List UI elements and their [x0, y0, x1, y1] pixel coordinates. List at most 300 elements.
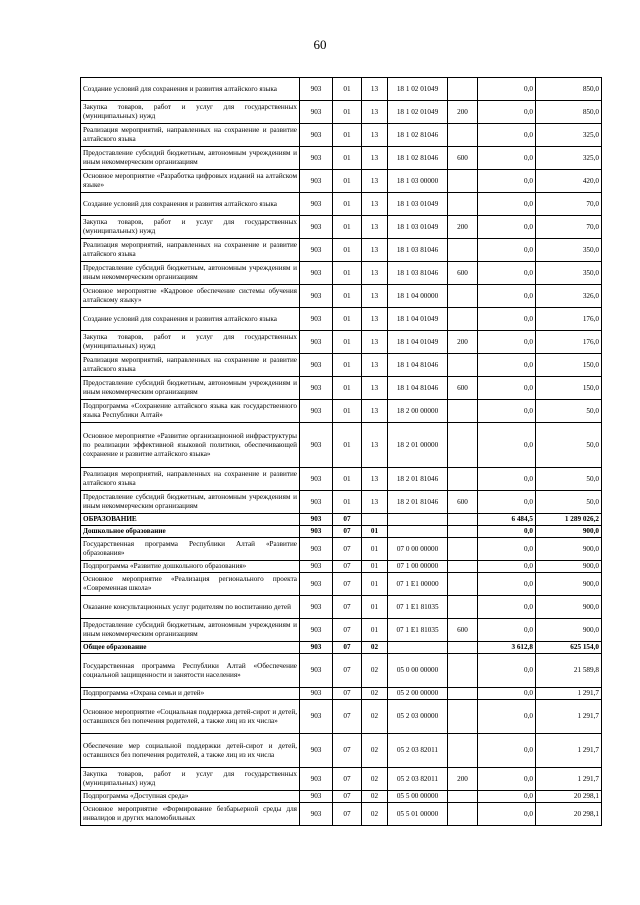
table-body [81, 78, 602, 826]
amount-2-cell: 900,0 [536, 619, 602, 642]
amount-1-cell: 0,0 [478, 239, 536, 262]
expense-type-cell [448, 285, 478, 308]
subsection-code-cell: 13 [362, 262, 388, 285]
amount-1-cell: 0,0 [478, 803, 536, 826]
amount-2-cell: 1 291,7 [536, 768, 602, 791]
amount-1-cell: 0,0 [478, 491, 536, 514]
expense-type-cell [448, 688, 478, 700]
amount-1-cell: 0,0 [478, 768, 536, 791]
table-row [81, 803, 602, 826]
item-name-cell: Обеспечение мер социальной поддержки детей-сирот и детей, оставшихся без попечения родителей, а также лиц из их числа [81, 734, 300, 768]
table-row [81, 170, 602, 193]
table-row [81, 688, 602, 700]
target-article-cell: 18 1 03 81046 [388, 262, 448, 285]
amount-2-cell: 70,0 [536, 216, 602, 239]
target-article-cell: 18 1 04 00000 [388, 285, 448, 308]
page-number: 60 [313, 37, 327, 52]
department-code-cell: 903 [300, 700, 333, 734]
amount-1-cell: 0,0 [478, 170, 536, 193]
section-code-cell: 01 [333, 193, 362, 216]
expense-type-cell [448, 573, 478, 596]
section-code-cell: 01 [333, 124, 362, 147]
target-article-cell: 18 1 04 01049 [388, 331, 448, 354]
target-article-cell: 18 1 03 81046 [388, 239, 448, 262]
amount-1-cell: 0,0 [478, 423, 536, 468]
expense-type-cell [448, 734, 478, 768]
section-code-cell: 01 [333, 262, 362, 285]
target-article-cell: 18 1 04 81046 [388, 377, 448, 400]
department-code-cell: 903 [300, 170, 333, 193]
subsection-code-cell: 13 [362, 147, 388, 170]
section-code-cell: 01 [333, 491, 362, 514]
target-article-cell: 18 1 03 01049 [388, 193, 448, 216]
table-row [81, 193, 602, 216]
item-name-cell: Подпрограмма «Сохранение алтайского языка как государственного языка Республики Алтай» [81, 400, 300, 423]
subsection-code-cell: 13 [362, 354, 388, 377]
amount-2-cell: 1 291,7 [536, 734, 602, 768]
subsection-code-cell: 02 [362, 642, 388, 654]
amount-1-cell: 0,0 [478, 216, 536, 239]
table-row [81, 491, 602, 514]
subsection-code-cell: 13 [362, 468, 388, 491]
amount-2-cell: 176,0 [536, 331, 602, 354]
section-code-cell: 07 [333, 734, 362, 768]
item-name-cell: Создание условий для сохранения и развития алтайского языка [81, 308, 300, 331]
department-code-cell: 903 [300, 791, 333, 803]
table-row [81, 423, 602, 468]
amount-1-cell: 0,0 [478, 354, 536, 377]
amount-2-cell: 350,0 [536, 239, 602, 262]
expense-type-cell [448, 700, 478, 734]
subsection-code-cell: 02 [362, 791, 388, 803]
expense-type-cell: 200 [448, 101, 478, 124]
section-code-cell: 01 [333, 239, 362, 262]
amount-2-cell: 625 154,0 [536, 642, 602, 654]
subsection-code-cell: 13 [362, 377, 388, 400]
table-row [81, 147, 602, 170]
item-name-cell: Основное мероприятие «Социальная поддержка детей-сирот и детей, оставшихся без попечения родителей, а также лиц из их числа» [81, 700, 300, 734]
item-name-cell: Создание условий для сохранения и развития алтайского языка [81, 193, 300, 216]
amount-1-cell: 0,0 [478, 78, 536, 101]
section-code-cell: 01 [333, 468, 362, 491]
amount-1-cell: 0,0 [478, 573, 536, 596]
department-code-cell: 903 [300, 239, 333, 262]
amount-1-cell: 3 612,8 [478, 642, 536, 654]
department-code-cell: 903 [300, 400, 333, 423]
table-row [81, 124, 602, 147]
amount-1-cell: 0,0 [478, 700, 536, 734]
section-code-cell: 07 [333, 573, 362, 596]
item-name-cell: Основное мероприятие «Реализация регионального проекта «Современная школа» [81, 573, 300, 596]
table-row [81, 561, 602, 573]
target-article-cell: 05 2 00 00000 [388, 688, 448, 700]
section-code-cell: 07 [333, 514, 362, 526]
department-code-cell: 903 [300, 101, 333, 124]
section-code-cell: 01 [333, 400, 362, 423]
table-row [81, 700, 602, 734]
amount-1-cell: 0,0 [478, 377, 536, 400]
section-code-cell: 01 [333, 377, 362, 400]
table-row [81, 400, 602, 423]
item-name-cell: Предоставление субсидий бюджетным, автономным учреждениям и иным некоммерческим организациям [81, 619, 300, 642]
department-code-cell: 903 [300, 468, 333, 491]
amount-2-cell: 1 291,7 [536, 700, 602, 734]
target-article-cell [388, 514, 448, 526]
section-code-cell: 01 [333, 147, 362, 170]
subsection-code-cell: 13 [362, 239, 388, 262]
amount-2-cell: 900,0 [536, 526, 602, 538]
section-code-cell: 01 [333, 101, 362, 124]
table-row [81, 654, 602, 688]
subsection-code-cell: 13 [362, 400, 388, 423]
department-code-cell: 903 [300, 216, 333, 239]
item-name-cell: Подпрограмма «Развитие дошкольного образования» [81, 561, 300, 573]
department-code-cell: 903 [300, 619, 333, 642]
target-article-cell: 18 2 01 81046 [388, 468, 448, 491]
expense-type-cell: 200 [448, 768, 478, 791]
section-code-cell: 01 [333, 78, 362, 101]
amount-2-cell: 900,0 [536, 596, 602, 619]
target-article-cell: 18 1 02 01049 [388, 101, 448, 124]
item-name-cell: Реализация мероприятий, направленных на сохранение и развитие алтайского языка [81, 239, 300, 262]
table-row [81, 377, 602, 400]
target-article-cell: 05 0 00 00000 [388, 654, 448, 688]
amount-1-cell: 0,0 [478, 619, 536, 642]
target-article-cell: 18 1 04 01049 [388, 308, 448, 331]
section-code-cell: 07 [333, 700, 362, 734]
amount-2-cell: 420,0 [536, 170, 602, 193]
subsection-code-cell: 01 [362, 538, 388, 561]
section-code-cell: 01 [333, 308, 362, 331]
expense-type-cell [448, 526, 478, 538]
amount-2-cell: 50,0 [536, 491, 602, 514]
target-article-cell: 07 1 E1 81035 [388, 619, 448, 642]
target-article-cell: 18 1 03 01049 [388, 216, 448, 239]
target-article-cell: 07 0 00 00000 [388, 538, 448, 561]
subsection-code-cell: 01 [362, 596, 388, 619]
expense-type-cell [448, 423, 478, 468]
expense-type-cell: 600 [448, 619, 478, 642]
subsection-code-cell: 02 [362, 768, 388, 791]
item-name-cell: Основное мероприятие «Развитие организационной инфраструктуры по реализации эффективной языковой политики, обеспечивающей сохранение и развитие алтайского языка» [81, 423, 300, 468]
amount-2-cell: 850,0 [536, 78, 602, 101]
expense-type-cell [448, 193, 478, 216]
department-code-cell: 903 [300, 803, 333, 826]
item-name-cell: Предоставление субсидий бюджетным, автономным учреждениям и иным некоммерческим организациям [81, 262, 300, 285]
department-code-cell: 903 [300, 78, 333, 101]
amount-1-cell: 0,0 [478, 654, 536, 688]
section-code-cell: 01 [333, 331, 362, 354]
amount-1-cell: 0,0 [478, 561, 536, 573]
item-name-cell: Основное мероприятие «Кадровое обеспечение системы обучения алтайскому языку» [81, 285, 300, 308]
subsection-code-cell: 02 [362, 803, 388, 826]
subsection-code-cell: 02 [362, 654, 388, 688]
section-code-cell: 07 [333, 619, 362, 642]
expense-type-cell: 600 [448, 377, 478, 400]
amount-2-cell: 900,0 [536, 573, 602, 596]
amount-1-cell: 0,0 [478, 400, 536, 423]
amount-1-cell: 0,0 [478, 734, 536, 768]
table-row [81, 468, 602, 491]
amount-2-cell: 21 589,8 [536, 654, 602, 688]
amount-2-cell: 850,0 [536, 101, 602, 124]
amount-2-cell: 150,0 [536, 354, 602, 377]
item-name-cell: Предоставление субсидий бюджетным, автономным учреждениям и иным некоммерческим организациям [81, 491, 300, 514]
target-article-cell [388, 642, 448, 654]
target-article-cell: 05 2 03 00000 [388, 700, 448, 734]
subsection-code-cell: 02 [362, 688, 388, 700]
amount-2-cell: 50,0 [536, 400, 602, 423]
section-code-cell: 01 [333, 285, 362, 308]
target-article-cell: 07 1 E1 81035 [388, 596, 448, 619]
department-code-cell: 903 [300, 768, 333, 791]
budget-table [80, 77, 602, 826]
amount-1-cell: 0,0 [478, 193, 536, 216]
item-name-cell: Подпрограмма «Доступная среда» [81, 791, 300, 803]
amount-2-cell: 50,0 [536, 423, 602, 468]
amount-1-cell: 0,0 [478, 124, 536, 147]
expense-type-cell [448, 354, 478, 377]
target-article-cell: 07 1 E1 00000 [388, 573, 448, 596]
department-code-cell: 903 [300, 285, 333, 308]
amount-1-cell: 0,0 [478, 596, 536, 619]
department-code-cell: 903 [300, 642, 333, 654]
subsection-code-cell: 13 [362, 491, 388, 514]
target-article-cell [388, 526, 448, 538]
section-code-cell: 01 [333, 423, 362, 468]
section-code-cell: 07 [333, 791, 362, 803]
item-name-cell: Предоставление субсидий бюджетным, автономным учреждениям и иным некоммерческим организациям [81, 377, 300, 400]
expense-type-cell: 600 [448, 491, 478, 514]
expense-type-cell [448, 791, 478, 803]
department-code-cell: 903 [300, 734, 333, 768]
department-code-cell: 903 [300, 526, 333, 538]
amount-1-cell: 0,0 [478, 331, 536, 354]
amount-2-cell: 326,0 [536, 285, 602, 308]
expense-type-cell [448, 400, 478, 423]
amount-2-cell: 20 298,1 [536, 791, 602, 803]
item-name-cell: Закупка товаров, работ и услуг для государственных (муниципальных) нужд [81, 768, 300, 791]
table-row [81, 573, 602, 596]
subsection-code-cell: 13 [362, 216, 388, 239]
subsection-code-cell: 13 [362, 331, 388, 354]
amount-2-cell: 325,0 [536, 124, 602, 147]
amount-2-cell: 1 289 026,2 [536, 514, 602, 526]
subsection-code-cell: 01 [362, 573, 388, 596]
subsection-code-cell: 01 [362, 526, 388, 538]
expense-type-cell [448, 468, 478, 491]
subsection-code-cell: 01 [362, 619, 388, 642]
department-code-cell: 903 [300, 654, 333, 688]
subsection-code-cell [362, 514, 388, 526]
subsection-code-cell: 13 [362, 285, 388, 308]
section-code-cell: 07 [333, 642, 362, 654]
subsection-code-cell: 02 [362, 700, 388, 734]
amount-1-cell: 0,0 [478, 147, 536, 170]
department-code-cell: 903 [300, 331, 333, 354]
target-article-cell: 18 1 02 81046 [388, 147, 448, 170]
item-name-cell: Оказание консультационных услуг родителям по воспитанию детей [81, 596, 300, 619]
expense-type-cell [448, 538, 478, 561]
department-code-cell: 903 [300, 538, 333, 561]
expense-type-cell: 200 [448, 331, 478, 354]
item-name-cell: Закупка товаров, работ и услуг для государственных (муниципальных) нужд [81, 331, 300, 354]
table-row [81, 331, 602, 354]
expense-type-cell [448, 239, 478, 262]
department-code-cell: 903 [300, 688, 333, 700]
section-code-cell: 07 [333, 803, 362, 826]
target-article-cell: 05 2 03 82011 [388, 734, 448, 768]
item-name-cell: Закупка товаров, работ и услуг для государственных (муниципальных) нужд [81, 101, 300, 124]
amount-1-cell: 0,0 [478, 101, 536, 124]
table-row [81, 791, 602, 803]
item-name-cell: ОБРАЗОВАНИЕ [81, 514, 300, 526]
subsection-code-cell: 13 [362, 78, 388, 101]
department-code-cell: 903 [300, 377, 333, 400]
expense-type-cell [448, 642, 478, 654]
expense-type-cell: 600 [448, 262, 478, 285]
item-name-cell: Закупка товаров, работ и услуг для государственных (муниципальных) нужд [81, 216, 300, 239]
table-row [81, 354, 602, 377]
department-code-cell: 903 [300, 514, 333, 526]
amount-2-cell: 176,0 [536, 308, 602, 331]
item-name-cell: Общее образование [81, 642, 300, 654]
amount-1-cell: 0,0 [478, 791, 536, 803]
expense-type-cell [448, 124, 478, 147]
department-code-cell: 903 [300, 354, 333, 377]
section-code-cell: 07 [333, 526, 362, 538]
subsection-code-cell: 13 [362, 124, 388, 147]
table-row [81, 308, 602, 331]
department-code-cell: 903 [300, 147, 333, 170]
amount-2-cell: 350,0 [536, 262, 602, 285]
section-code-cell: 01 [333, 216, 362, 239]
item-name-cell: Предоставление субсидий бюджетным, автономным учреждениям и иным некоммерческим организациям [81, 147, 300, 170]
item-name-cell: Дошкольное образование [81, 526, 300, 538]
item-name-cell: Основное мероприятие «Формирование безбарьерной среды для инвалидов и других маломобильных [81, 803, 300, 826]
amount-2-cell: 900,0 [536, 561, 602, 573]
target-article-cell: 18 2 01 81046 [388, 491, 448, 514]
section-code-cell: 07 [333, 688, 362, 700]
item-name-cell: Государственная программа Республики Алтай «Развитие образования» [81, 538, 300, 561]
section-code-cell: 07 [333, 768, 362, 791]
target-article-cell: 18 1 02 01049 [388, 78, 448, 101]
department-code-cell: 903 [300, 308, 333, 331]
target-article-cell: 07 1 00 00000 [388, 561, 448, 573]
expense-type-cell [448, 803, 478, 826]
amount-1-cell: 0,0 [478, 526, 536, 538]
expense-type-cell [448, 78, 478, 101]
amount-2-cell: 50,0 [536, 468, 602, 491]
target-article-cell: 18 2 00 00000 [388, 400, 448, 423]
target-article-cell: 05 5 01 00000 [388, 803, 448, 826]
department-code-cell: 903 [300, 124, 333, 147]
section-code-cell: 01 [333, 170, 362, 193]
section-code-cell: 07 [333, 596, 362, 619]
target-article-cell: 18 1 03 00000 [388, 170, 448, 193]
item-name-cell: Создание условий для сохранения и развития алтайского языка [81, 78, 300, 101]
amount-1-cell: 0,0 [478, 688, 536, 700]
item-name-cell: Реализация мероприятий, направленных на сохранение и развитие алтайского языка [81, 468, 300, 491]
expense-type-cell: 200 [448, 216, 478, 239]
department-code-cell: 903 [300, 423, 333, 468]
amount-1-cell: 0,0 [478, 262, 536, 285]
item-name-cell: Основное мероприятие «Разработка цифровых изданий на алтайском языке» [81, 170, 300, 193]
amount-2-cell: 70,0 [536, 193, 602, 216]
department-code-cell: 903 [300, 573, 333, 596]
expense-type-cell [448, 561, 478, 573]
section-code-cell: 01 [333, 354, 362, 377]
table-row [81, 734, 602, 768]
item-name-cell: Реализация мероприятий, направленных на сохранение и развитие алтайского языка [81, 124, 300, 147]
table-row [81, 262, 602, 285]
table-row [81, 596, 602, 619]
amount-2-cell: 900,0 [536, 538, 602, 561]
subsection-code-cell: 13 [362, 423, 388, 468]
subsection-code-cell: 13 [362, 193, 388, 216]
table-row [81, 768, 602, 791]
table-row [81, 526, 602, 538]
amount-1-cell: 6 484,5 [478, 514, 536, 526]
expense-type-cell: 600 [448, 147, 478, 170]
target-article-cell: 18 1 02 81046 [388, 124, 448, 147]
table-row [81, 514, 602, 526]
department-code-cell: 903 [300, 262, 333, 285]
item-name-cell: Государственная программа Республики Алтай «Обеспечение социальной защищенности и занятости населения» [81, 654, 300, 688]
expense-type-cell [448, 308, 478, 331]
section-code-cell: 07 [333, 538, 362, 561]
table-row [81, 285, 602, 308]
subsection-code-cell: 13 [362, 308, 388, 331]
subsection-code-cell: 13 [362, 170, 388, 193]
subsection-code-cell: 02 [362, 734, 388, 768]
table-row [81, 239, 602, 262]
amount-1-cell: 0,0 [478, 285, 536, 308]
amount-1-cell: 0,0 [478, 538, 536, 561]
target-article-cell: 18 2 01 00000 [388, 423, 448, 468]
section-code-cell: 07 [333, 654, 362, 688]
target-article-cell: 18 1 04 81046 [388, 354, 448, 377]
expense-type-cell [448, 596, 478, 619]
department-code-cell: 903 [300, 491, 333, 514]
amount-2-cell: 150,0 [536, 377, 602, 400]
department-code-cell: 903 [300, 561, 333, 573]
amount-1-cell: 0,0 [478, 308, 536, 331]
table-row [81, 619, 602, 642]
amount-2-cell: 1 291,7 [536, 688, 602, 700]
table-row [81, 642, 602, 654]
expense-type-cell [448, 654, 478, 688]
section-code-cell: 07 [333, 561, 362, 573]
target-article-cell: 05 2 03 82011 [388, 768, 448, 791]
target-article-cell: 05 5 00 00000 [388, 791, 448, 803]
table-row [81, 216, 602, 239]
expense-type-cell [448, 514, 478, 526]
amount-2-cell: 325,0 [536, 147, 602, 170]
table-row [81, 538, 602, 561]
department-code-cell: 903 [300, 596, 333, 619]
expense-type-cell [448, 170, 478, 193]
subsection-code-cell: 01 [362, 561, 388, 573]
table-row [81, 101, 602, 124]
amount-1-cell: 0,0 [478, 468, 536, 491]
subsection-code-cell: 13 [362, 101, 388, 124]
amount-2-cell: 20 298,1 [536, 803, 602, 826]
department-code-cell: 903 [300, 193, 333, 216]
item-name-cell: Подпрограмма «Охрана семьи и детей» [81, 688, 300, 700]
table-row [81, 78, 602, 101]
item-name-cell: Реализация мероприятий, направленных на сохранение и развитие алтайского языка [81, 354, 300, 377]
